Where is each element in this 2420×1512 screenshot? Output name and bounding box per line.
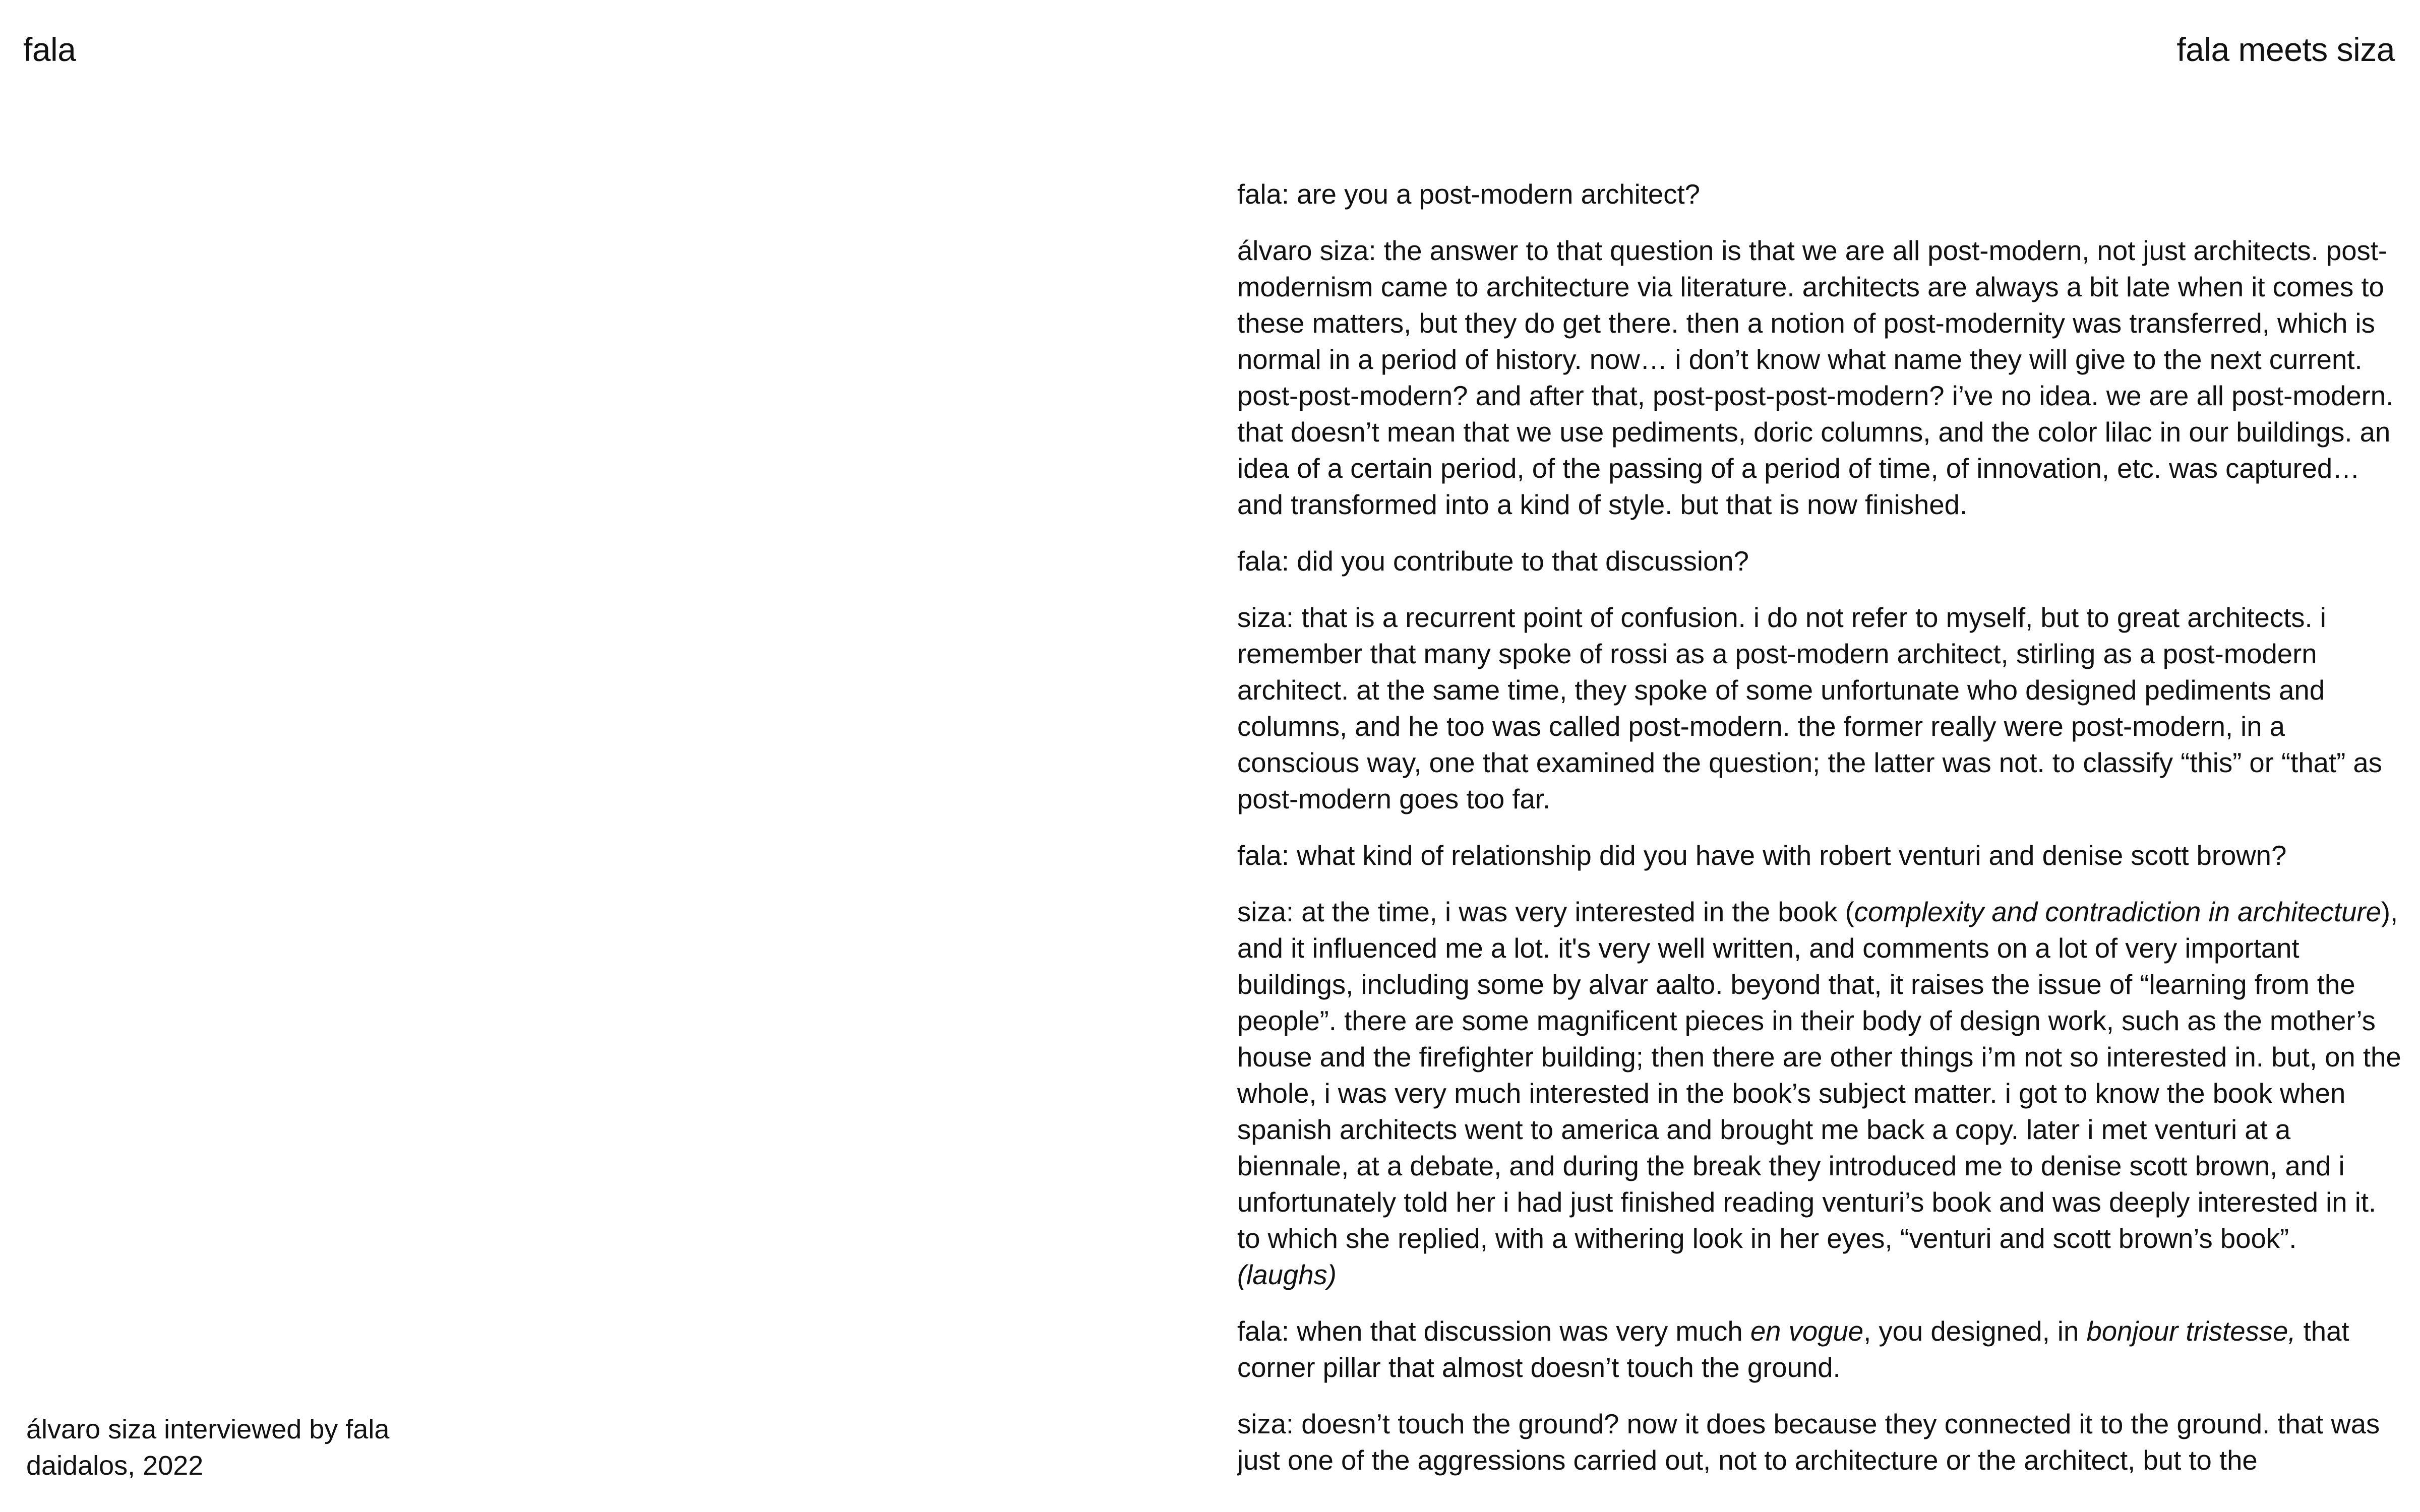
caption-line-credit: álvaro siza interviewed by fala <box>26 1414 390 1444</box>
book-title: complexity and contradiction in architecture <box>1854 897 2381 927</box>
question-paragraph: fala: are you a post-modern architect? <box>1237 179 1700 210</box>
page-title-link[interactable]: fala meets siza <box>2176 31 2395 68</box>
answer-paragraph <box>1237 894 2402 1293</box>
answer-paragraph: siza: that is a recurrent point of confusion. i do not refer to myself, but to great architects. i remember that many spoke of rossi as a post-modern architect, stirling as a post-modern architect. at the same time, they spoke of some unfortunate who designed pediments and columns, and he too was called post-modern. the former really were post-modern, in a conscious way, one that examined the question; the latter was not. to classify “this” or “that” as post-modern goes too far. <box>1237 602 2382 814</box>
question-text: fala: when that discussion was very much <box>1237 1316 1750 1347</box>
question-text: , you designed, in <box>1863 1316 2087 1347</box>
question-paragraph: fala: what kind of relationship did you have with robert venturi and denise scott brown? <box>1237 840 2287 871</box>
caption-line-source: daidalos, 2022 <box>26 1451 204 1481</box>
answer-text: ), and it influenced me a lot. it's very well written, and comments on a lot of very important buildings, including some by alvar aalto. beyond that, it raises the issue of “learning from the people”. there are some magnificent pieces in their body of design work, such as the mother’s house and the firefighter building; then there are other things i’m not so interested in. but, on the whole, i was very much interested in the book’s subject matter. i got to know the book when spanish architects went to america and brought me back a copy. later i met venturi at a biennale, at a debate, and during the break they introduced me to denise scott brown, and i unfortunately told her i had just finished reading venturi’s book and was deeply interested in it. to which she replied, with a withering look in her eyes, “venturi and scott brown’s book”. <box>1237 897 2401 1254</box>
site-title-link[interactable]: fala <box>23 31 76 68</box>
question-paragraph <box>1237 1313 2402 1386</box>
emphasis-en-vogue: en vogue <box>1750 1316 1864 1347</box>
answer-paragraph: álvaro siza: the answer to that question is that we are all post-modern, not just architects. post-modernism came to architecture via literature. architects are always a bit late when it comes to these matters, but they do get there. then a notion of post-modernity was transferred, which is normal in a period of history. now… i don’t know what name they will give to the next current. post-post-modern? and after that, post-post-post-modern? i’ve no idea. we are all post-modern. that doesn’t mean that we use pediments, doric columns, and the color lilac in our buildings. an idea of a certain period, of the passing of a period of time, of innovation, etc. was captured… and transformed into a kind of style. but that is now finished. <box>1237 235 2394 520</box>
question-paragraph: fala: did you contribute to that discussion? <box>1237 546 1749 577</box>
caption <box>26 1411 389 1484</box>
laughs-aside: (laughs) <box>1237 1259 1337 1290</box>
emphasis-project-name: bonjour tristesse, <box>2086 1316 2296 1347</box>
answer-paragraph: siza: doesn’t touch the ground? now it does because they connected it to the ground. that was just one of the aggressions carried out, not to architecture or the architect, but to the <box>1237 1409 2380 1476</box>
interview-article <box>1237 176 2402 1512</box>
question-text: that corner pillar that almost doesn’t touch the ground. <box>1237 1316 2349 1383</box>
answer-text: siza: at the time, i was very interested in the book ( <box>1237 897 1854 927</box>
